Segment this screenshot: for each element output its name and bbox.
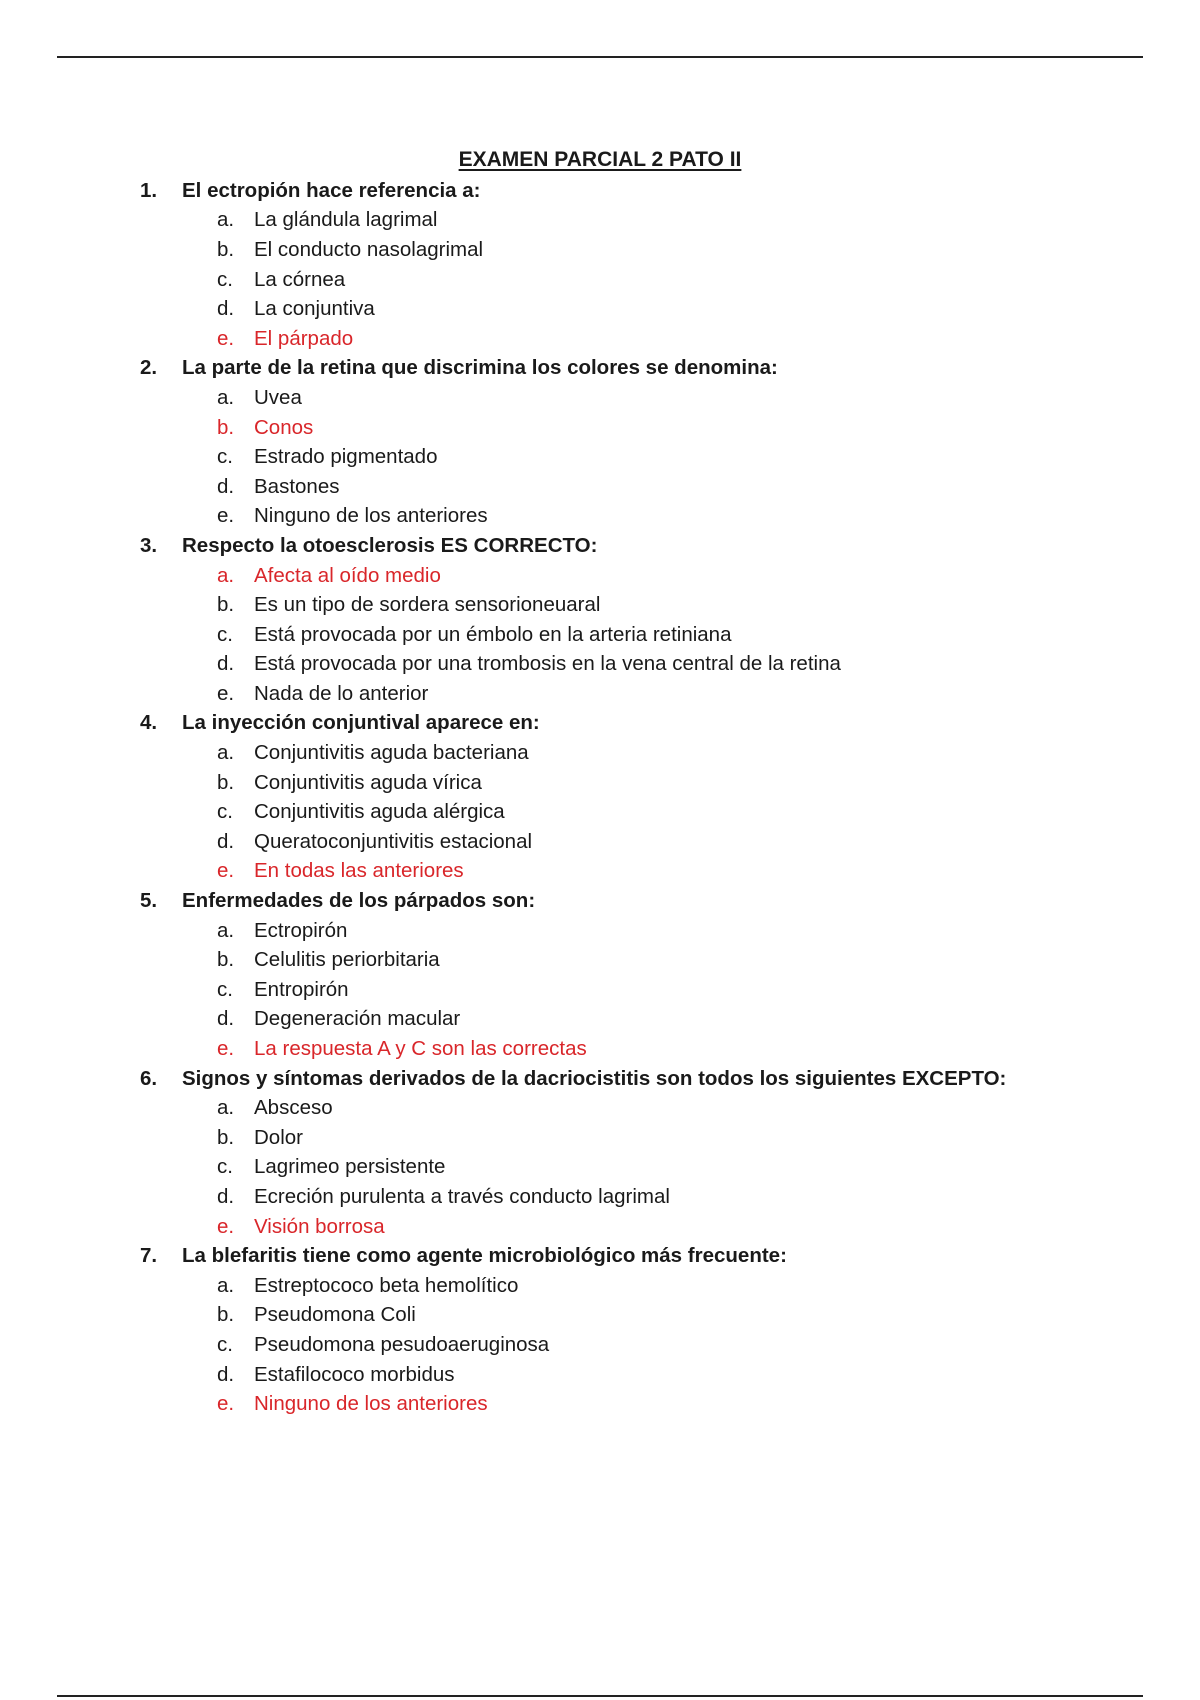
question-text: La blefaritis tiene como agente microbiológico más frecuente:	[182, 1244, 787, 1268]
exam-title: EXAMEN PARCIAL 2 PATO II	[458, 148, 742, 171]
option-text: Estafilococo morbidus	[254, 1362, 455, 1386]
answer-option	[140, 502, 1140, 532]
option-letter: b.	[217, 1125, 235, 1149]
option-text: Bastones	[254, 474, 340, 498]
answer-option	[140, 294, 1140, 324]
option-text: Dolor	[254, 1125, 303, 1149]
answer-option	[140, 620, 1140, 650]
option-letter: e.	[217, 326, 235, 350]
question-1	[140, 176, 1140, 354]
question-text: La inyección conjuntival aparece en:	[182, 711, 540, 735]
answer-option	[140, 827, 1140, 857]
option-letter: d.	[217, 829, 235, 853]
question-stem	[140, 1241, 1140, 1271]
answer-option	[140, 797, 1140, 827]
option-text: La respuesta A y C son las correctas	[254, 1037, 587, 1061]
option-letter: e.	[217, 1214, 235, 1238]
question-text: Respecto la otoesclerosis ES CORRECTO:	[182, 533, 598, 557]
option-text: La glándula lagrimal	[254, 208, 438, 232]
question-stem	[140, 1064, 1140, 1094]
option-text: Celulitis periorbitaria	[254, 948, 440, 972]
option-text: Estrado pigmentado	[254, 445, 438, 469]
option-text: Nada de lo anterior	[254, 681, 429, 705]
answer-option	[140, 916, 1140, 946]
option-text: El párpado	[254, 326, 354, 350]
question-stem	[140, 709, 1140, 739]
answer-option	[140, 1360, 1140, 1390]
option-text: Conos	[254, 415, 314, 439]
option-letter: d.	[217, 1007, 235, 1031]
option-text: Degeneración macular	[254, 1007, 461, 1031]
answer-option	[140, 1330, 1140, 1360]
option-text: Está provocada por una trombosis en la vena central de la retina	[254, 652, 841, 676]
option-text: Ectropirón	[254, 918, 348, 942]
question-4	[140, 709, 1140, 887]
option-text: Conjuntivitis aguda alérgica	[254, 800, 505, 824]
exam-document	[140, 146, 1140, 1419]
question-7	[140, 1241, 1140, 1419]
answer-option	[140, 1182, 1140, 1212]
option-text: Está provocada por un émbolo en la arteria retiniana	[254, 622, 732, 646]
answer-option	[140, 235, 1140, 265]
option-letter: e.	[217, 1037, 235, 1061]
question-number: 7.	[140, 1244, 158, 1268]
option-letter: b.	[217, 770, 235, 794]
option-letter: c.	[217, 267, 233, 291]
option-letter: c.	[217, 445, 233, 469]
option-text: La córnea	[254, 267, 346, 291]
question-6	[140, 1064, 1140, 1242]
question-number: 3.	[140, 533, 158, 557]
question-stem	[140, 531, 1140, 561]
option-letter: e.	[217, 859, 235, 883]
option-letter: a.	[217, 1096, 235, 1120]
question-stem	[140, 176, 1140, 206]
question-number: 5.	[140, 889, 158, 913]
option-letter: a.	[217, 741, 235, 765]
option-text: Afecta al oído medio	[254, 563, 441, 587]
answer-option	[140, 1153, 1140, 1183]
answer-option	[140, 265, 1140, 295]
option-text: Estreptococo beta hemolítico	[254, 1273, 519, 1297]
option-text: Uvea	[254, 385, 302, 409]
answer-option	[140, 1093, 1140, 1123]
answer-option-correct	[140, 561, 1140, 591]
option-text: Ecreción purulenta a través conducto lagrimal	[254, 1184, 670, 1208]
answer-option	[140, 650, 1140, 680]
option-letter: c.	[217, 800, 233, 824]
question-2	[140, 354, 1140, 532]
question-number: 6.	[140, 1066, 158, 1090]
option-text: El conducto nasolagrimal	[254, 237, 484, 261]
option-letter: a.	[217, 918, 235, 942]
option-text: Queratoconjuntivitis estacional	[254, 829, 533, 853]
option-letter: e.	[217, 681, 235, 705]
option-text: Es un tipo de sordera sensorioneuaral	[254, 593, 601, 617]
answer-option	[140, 738, 1140, 768]
question-number: 2.	[140, 356, 158, 380]
answer-option	[140, 1005, 1140, 1035]
answer-option	[140, 945, 1140, 975]
option-letter: a.	[217, 208, 235, 232]
question-number: 4.	[140, 711, 158, 735]
option-letter: d.	[217, 297, 235, 321]
answer-option	[140, 679, 1140, 709]
option-letter: a.	[217, 1273, 235, 1297]
option-letter: c.	[217, 1155, 233, 1179]
answer-option	[140, 768, 1140, 798]
answer-option-correct	[140, 1389, 1140, 1419]
option-letter: a.	[217, 563, 235, 587]
question-text: El ectropión hace referencia a:	[182, 178, 481, 202]
option-letter: d.	[217, 1184, 235, 1208]
answer-option	[140, 442, 1140, 472]
option-text: Conjuntivitis aguda bacteriana	[254, 741, 529, 765]
option-letter: d.	[217, 474, 235, 498]
option-letter: c.	[217, 1332, 233, 1356]
question-number: 1.	[140, 178, 158, 202]
answer-option-correct	[140, 324, 1140, 354]
option-letter: b.	[217, 237, 235, 261]
question-3	[140, 531, 1140, 709]
answer-option	[140, 1123, 1140, 1153]
option-letter: d.	[217, 1362, 235, 1386]
option-text: Ninguno de los anteriores	[254, 504, 488, 528]
option-text: Pseudomona pesudoaeruginosa	[254, 1332, 550, 1356]
option-letter: a.	[217, 385, 235, 409]
option-text: Ninguno de los anteriores	[254, 1392, 488, 1416]
option-letter: c.	[217, 977, 233, 1001]
answer-option-correct	[140, 1212, 1140, 1242]
option-letter: b.	[217, 1303, 235, 1327]
question-text: Enfermedades de los párpados son:	[182, 889, 536, 913]
option-letter: b.	[217, 948, 235, 972]
answer-option	[140, 206, 1140, 236]
option-letter: b.	[217, 593, 235, 617]
option-letter: b.	[217, 415, 235, 439]
option-text: Absceso	[254, 1096, 333, 1120]
question-text: Signos y síntomas derivados de la dacriocistitis son todos los siguientes EXCEPTO:	[182, 1066, 1007, 1090]
footer-rule	[57, 1695, 1143, 1697]
option-text: Lagrimeo persistente	[254, 1155, 446, 1179]
answer-option	[140, 1271, 1140, 1301]
option-letter: e.	[217, 1392, 235, 1416]
option-letter: e.	[217, 504, 235, 528]
answer-option	[140, 472, 1140, 502]
option-text: Visión borrosa	[254, 1214, 385, 1238]
option-letter: d.	[217, 652, 235, 676]
answer-option-correct	[140, 1034, 1140, 1064]
option-text: En todas las anteriores	[254, 859, 464, 883]
answer-option-correct	[140, 857, 1140, 887]
question-list	[140, 176, 1140, 1419]
option-text: Pseudomona Coli	[254, 1303, 416, 1327]
answer-option	[140, 590, 1140, 620]
option-letter: c.	[217, 622, 233, 646]
option-text: La conjuntiva	[254, 297, 375, 321]
question-text: La parte de la retina que discrimina los colores se denomina:	[182, 356, 778, 380]
answer-option	[140, 1301, 1140, 1331]
option-text: Entropirón	[254, 977, 349, 1001]
question-5	[140, 886, 1140, 1064]
question-stem	[140, 886, 1140, 916]
answer-option-correct	[140, 413, 1140, 443]
answer-option	[140, 383, 1140, 413]
question-stem	[140, 354, 1140, 384]
header-rule	[57, 56, 1143, 58]
option-text: Conjuntivitis aguda vírica	[254, 770, 482, 794]
answer-option	[140, 975, 1140, 1005]
